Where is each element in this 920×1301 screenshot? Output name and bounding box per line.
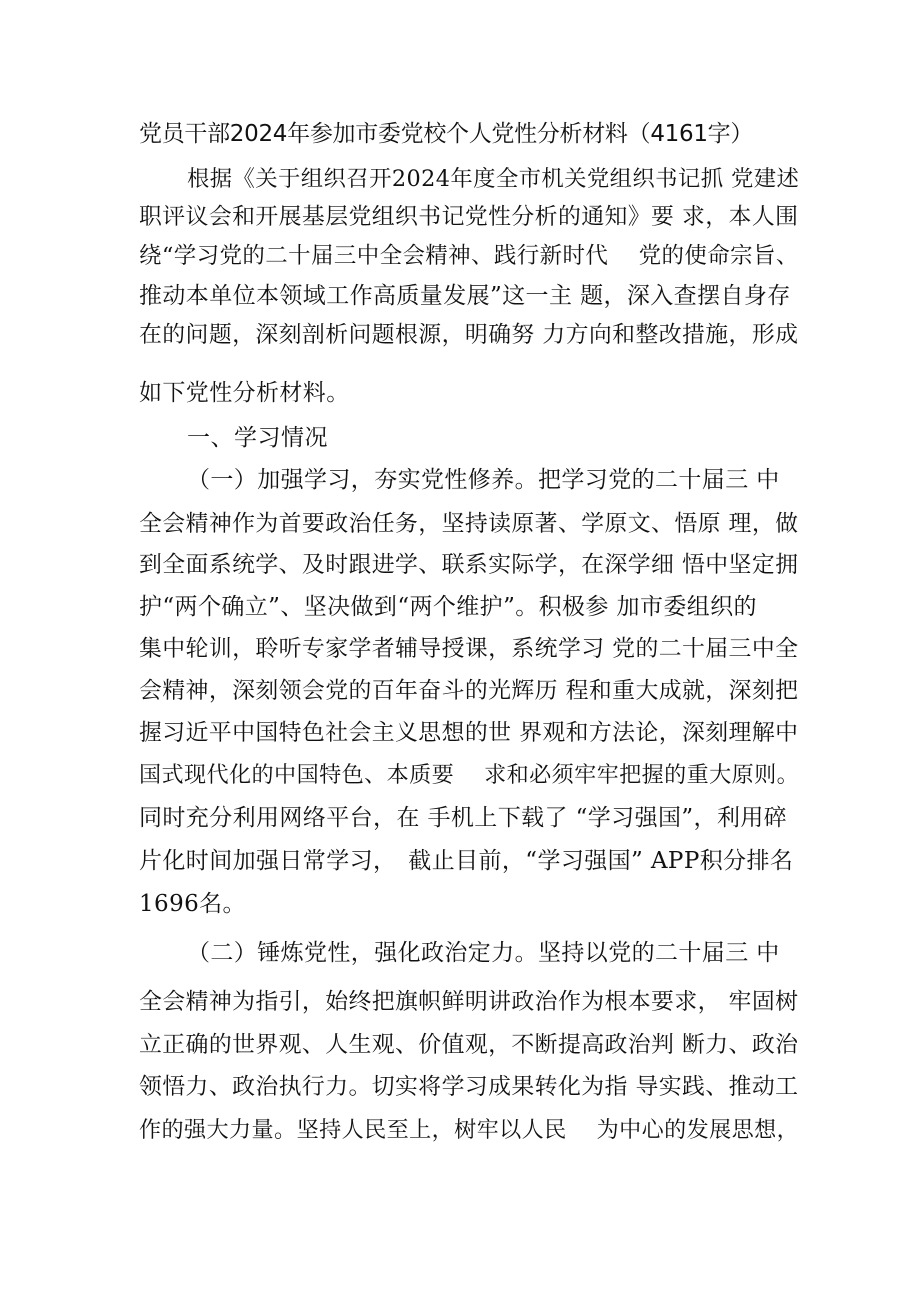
paragraph-line: 立正确的世界观、人生观、价值观，不断提高政治判 断力、政治 <box>139 1032 799 1058</box>
intro-line: 推动本单位本领域工作高质量发展”这一主 题，深入查摆自身存 <box>139 283 791 309</box>
paragraph-line: 全会精神作为首要政治任务，坚持读原著、学原文、悟原 理，做 <box>139 511 799 537</box>
paragraph-line: 全会精神为指引，始终把旗帜鲜明讲政治作为根本要求， 牢固树 <box>139 989 799 1015</box>
paragraph-line: 国式现代化的中国特色、本质要 求和必须牢牢把握的重大原则。 <box>139 762 800 788</box>
paragraph-line: 集中轮训，聆听专家学者辅导授课，系统学习 党的二十届三中全 <box>139 636 799 662</box>
intro-line: 职评议会和开展基层党组织书记党性分析的通知》要 求，本人围 <box>139 204 799 230</box>
section-heading: 一、学习情况 <box>187 425 328 451</box>
paragraph-line: 同时充分利用网络平台，在 手机上下载了 “学习强国”，利用碎 <box>139 805 788 831</box>
intro-line: 如下党性分析材料。 <box>139 380 350 406</box>
paragraph-line: 到全面系统学、及时跟进学、联系实际学，在深学细 悟中坚定拥 <box>139 552 799 578</box>
paragraph-line: 1696名。 <box>139 891 246 917</box>
paragraph-line: 握习近平中国特色社会主义思想的世 界观和方法论，深刻理解中 <box>139 720 799 746</box>
paragraph-line: （二）锤炼党性，强化政治定力。坚持以党的二十届三 中 <box>187 940 780 966</box>
paragraph-line: 作的强大力量。坚持人民至上，树牢以人民 为中心的发展思想， <box>139 1117 800 1143</box>
paragraph-line: 领悟力、政治执行力。切实将学习成果转化为指 导实践、推动工 <box>139 1074 799 1100</box>
document-title: 党员干部2024年参加市委党校个人党性分析材料（4161字） <box>139 121 754 147</box>
intro-line: 绕“学习党的二十届三中全会精神、践行新时代 党的使命宗旨、 <box>139 243 799 269</box>
paragraph-line: 片化时间加强日常学习， 截止目前，“学习强国” APP积分排名 <box>139 848 794 874</box>
paragraph-line: （一）加强学习，夯实党性修养。把学习党的二十届三 中 <box>187 467 780 493</box>
paragraph-line: 护“两个确立”、坚决做到“两个维护”。积极参 加市委组织的 <box>139 594 757 620</box>
intro-line: 在的问题，深刻剖析问题根源，明确努 力方向和整改措施，形成 <box>139 322 799 348</box>
intro-line: 根据《关于组织召开2024年度全市机关党组织书记抓 党建述 <box>187 166 800 192</box>
paragraph-line: 会精神，深刻领会党的百年奋斗的光辉历 程和重大成就，深刻把 <box>139 678 799 704</box>
